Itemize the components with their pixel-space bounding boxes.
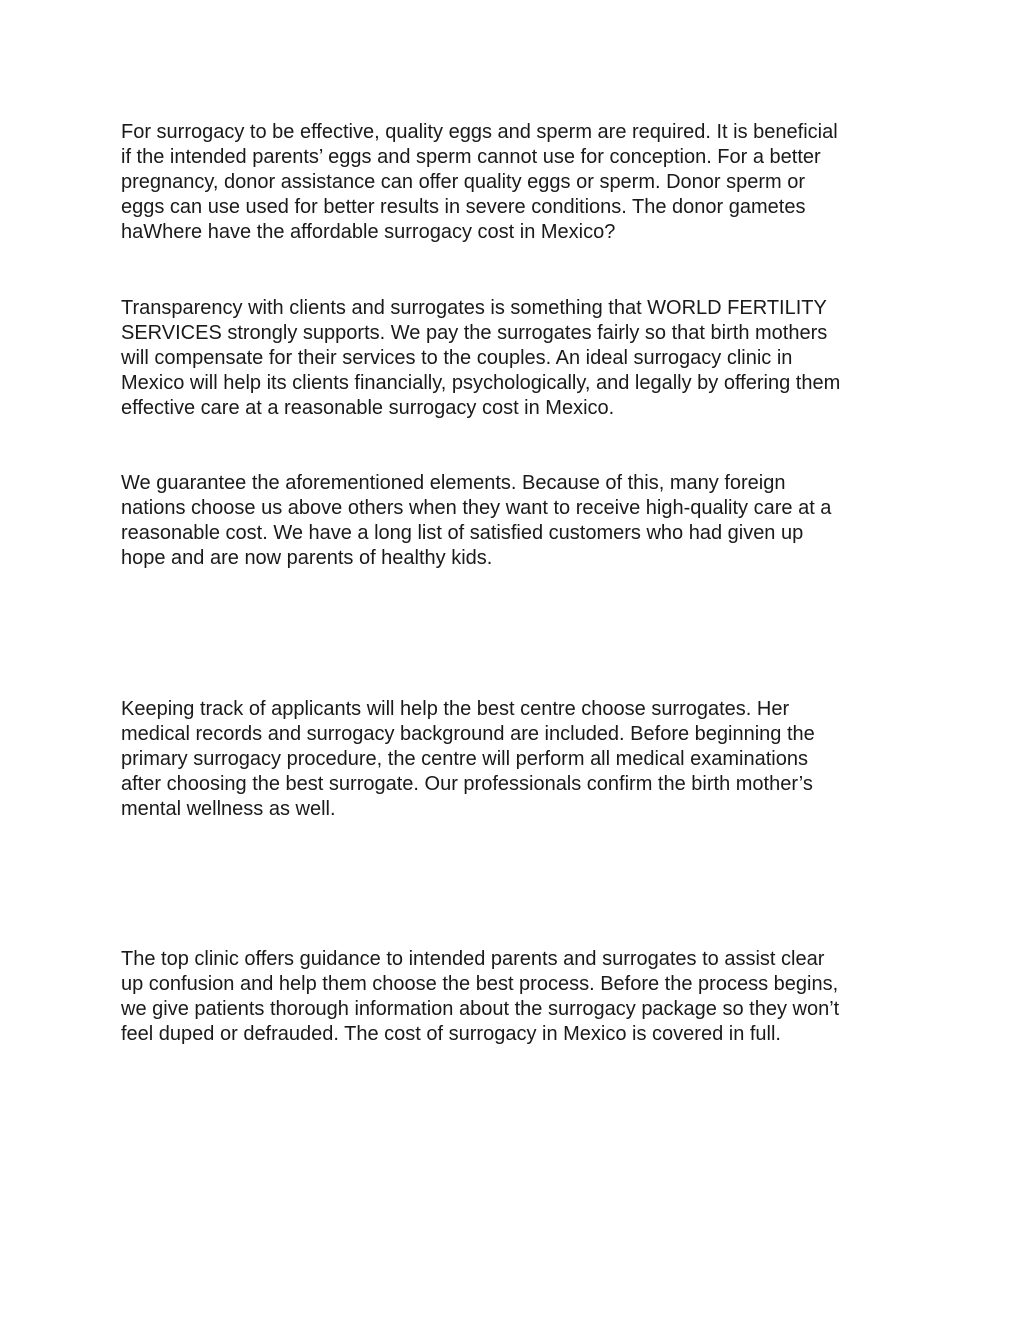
- paragraph-line: nations choose us above others when they want to receive high-quality care at a: [121, 497, 832, 519]
- paragraph-line: we give patients thorough information about the surrogacy package so they won’t: [121, 998, 840, 1020]
- paragraph-line: eggs can use used for better results in severe conditions. The donor gametes: [121, 196, 806, 218]
- paragraph-line: hope and are now parents of healthy kids.: [121, 547, 493, 569]
- paragraph-applicant-tracking: [121, 697, 921, 822]
- paragraph-line: We guarantee the aforementioned elements. Because of this, many foreign: [121, 472, 786, 494]
- paragraph-guidance: [121, 947, 921, 1047]
- paragraph-line: haWhere have the affordable surrogacy cost in Mexico?: [121, 221, 616, 243]
- paragraph-line: The top clinic offers guidance to intended parents and surrogates to assist clear: [121, 948, 825, 970]
- paragraph-line: feel duped or defrauded. The cost of surrogacy in Mexico is covered in full.: [121, 1023, 781, 1045]
- paragraph-line: effective care at a reasonable surrogacy cost in Mexico.: [121, 397, 615, 419]
- paragraph-line: For surrogacy to be effective, quality eggs and sperm are required. It is beneficial: [121, 121, 838, 143]
- paragraph-line: reasonable cost. We have a long list of satisfied customers who had given up: [121, 522, 804, 544]
- paragraph-line: if the intended parents’ eggs and sperm cannot use for conception. For a better: [121, 146, 821, 168]
- paragraph-line: after choosing the best surrogate. Our professionals confirm the birth mother’s: [121, 773, 813, 795]
- paragraph-donor-gametes: [121, 120, 921, 245]
- paragraph-line: SERVICES strongly supports. We pay the surrogates fairly so that birth mothers: [121, 322, 828, 344]
- paragraph-line: Transparency with clients and surrogates is something that WORLD FERTILITY: [121, 297, 827, 319]
- paragraph-line: Keeping track of applicants will help the best centre choose surrogates. Her: [121, 698, 790, 720]
- paragraph-line: Mexico will help its clients financially, psychologically, and legally by offering them: [121, 372, 841, 394]
- paragraph-line: will compensate for their services to the couples. An ideal surrogacy clinic in: [121, 347, 793, 369]
- paragraph-guarantee: [121, 471, 921, 571]
- paragraph-line: mental wellness as well.: [121, 798, 336, 820]
- paragraph-transparency: [121, 296, 921, 421]
- paragraph-line: up confusion and help them choose the best process. Before the process begins,: [121, 973, 839, 995]
- paragraph-line: pregnancy, donor assistance can offer quality eggs or sperm. Donor sperm or: [121, 171, 806, 193]
- paragraph-line: medical records and surrogacy background are included. Before beginning the: [121, 723, 815, 745]
- paragraph-line: primary surrogacy procedure, the centre will perform all medical examinations: [121, 748, 808, 770]
